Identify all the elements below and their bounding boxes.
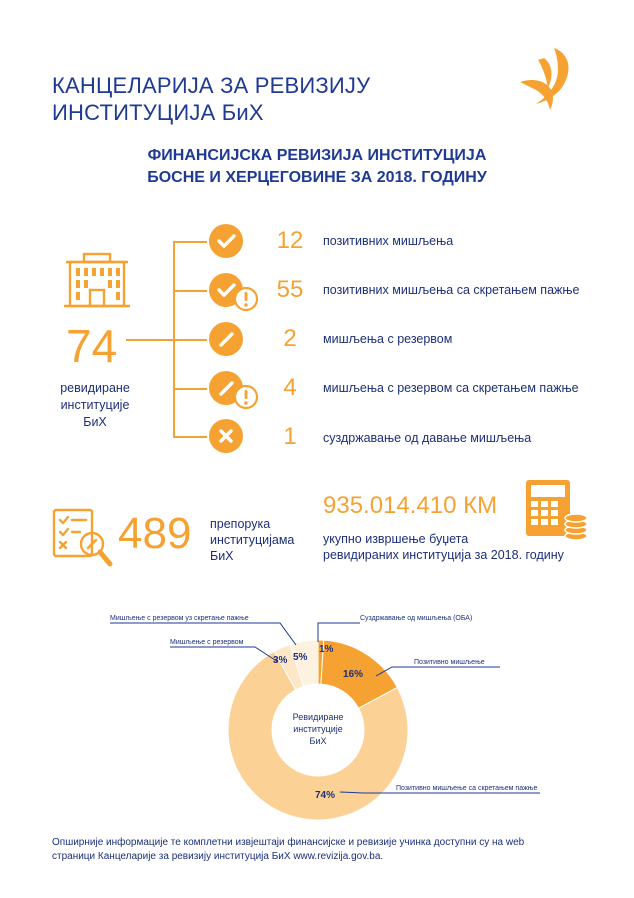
donut-center-label-line2: институције — [293, 724, 343, 734]
warning-icon — [233, 384, 259, 410]
opinion-count: 12 — [276, 227, 304, 254]
slice-percent-label: 3% — [273, 655, 288, 666]
slice-percent-label: 74% — [315, 790, 336, 801]
organization-name-line2: ИНСТИТУЦИЈА БиХ — [52, 100, 264, 125]
slice-percent-label: 5% — [293, 652, 308, 663]
checklist-magnifier-icon — [52, 508, 116, 570]
opinion-label: позитивних мишљења са скретањем пажње — [323, 283, 580, 297]
slice-percent-label: 16% — [343, 669, 364, 680]
opinion-count: 55 — [276, 276, 304, 303]
slash-icon — [209, 322, 243, 356]
callout-label: Суздржавање од мишљења (ОБА) — [360, 615, 473, 622]
budget-amount: 935.014.410 КМ — [323, 492, 498, 519]
opinion-count: 4 — [283, 374, 297, 401]
callout-line — [376, 667, 500, 676]
audited-institutions-label-line2: институције — [60, 398, 130, 412]
check-icon — [209, 224, 243, 258]
recommendations-label-line2: институцијама — [210, 533, 295, 547]
opinion-count: 2 — [283, 325, 297, 352]
swallow-wing-logo — [514, 44, 578, 114]
footer-note-line2: страници Канцеларије за ревизију институција БиХ www.revizija.gov.ba. — [52, 851, 384, 862]
budget-label-line2: ревидираних институција за 2018. годину — [323, 548, 564, 562]
audited-institutions-label — [40, 380, 150, 431]
document-title — [0, 145, 634, 189]
callout-label: Позитивно мишљење — [414, 659, 485, 666]
callout-label: Мишљење с резервом уз скретање пажње — [110, 615, 249, 622]
audited-institutions-count: 74 — [66, 320, 118, 372]
recommendations-label-line3: БиХ — [210, 549, 234, 563]
bracket-arm — [173, 241, 207, 243]
opinion-label: позитивних мишљења — [323, 234, 454, 248]
donut-center-label-line1: Ревидиране — [292, 712, 344, 722]
recommendations-count: 489 — [118, 509, 192, 558]
building-icon — [60, 252, 134, 310]
opinion-label: мишљења с резервом са скретањем пажње — [323, 381, 579, 395]
budget-label-line1: укупно извршење буџета — [323, 532, 469, 546]
bracket-arm — [173, 436, 207, 438]
bracket-connector — [126, 339, 174, 341]
bracket-arm — [173, 290, 207, 292]
audited-institutions-label-line1: ревидиране — [60, 381, 130, 395]
x-icon — [209, 419, 243, 453]
bracket-arm — [173, 388, 207, 390]
recommendations-label-line1: препорука — [210, 517, 271, 531]
callout-label: Позитивно мишљење са скретањем пажње — [396, 785, 538, 792]
calculator-coins-icon — [524, 478, 590, 544]
organization-name-line1: КАНЦЕЛАРИЈА ЗА РЕВИЗИЈУ — [52, 73, 371, 98]
footer-note-line1: Опширније информације те комплетни извјештаји финансијске и ревизије учинка доступни су на web — [52, 837, 525, 848]
warning-icon — [233, 286, 259, 312]
callout-label: Мишљење с резервом — [170, 639, 244, 646]
slice-percent-label: 1% — [319, 644, 334, 655]
donut-center-label-line3: БиХ — [309, 736, 327, 746]
organization-name — [52, 72, 370, 126]
bracket-arm — [173, 339, 207, 341]
footer-note — [52, 836, 582, 864]
opinion-label: мишљења с резервом — [323, 332, 453, 346]
opinion-donut-chart — [0, 600, 634, 830]
document-title-line2: БОСНЕ И ХЕРЦЕГОВИНЕ ЗА 2018. ГОДИНУ — [147, 169, 487, 186]
document-title-line1: ФИНАНСИЈСКА РЕВИЗИЈА ИНСТИТУЦИЈА — [147, 147, 487, 164]
opinion-label: суздржавање од давање мишљења — [323, 431, 532, 445]
callout-line — [318, 623, 360, 642]
opinion-count: 1 — [283, 423, 297, 450]
audited-institutions-label-line3: БиХ — [83, 415, 107, 429]
recommendations-label — [210, 516, 320, 564]
